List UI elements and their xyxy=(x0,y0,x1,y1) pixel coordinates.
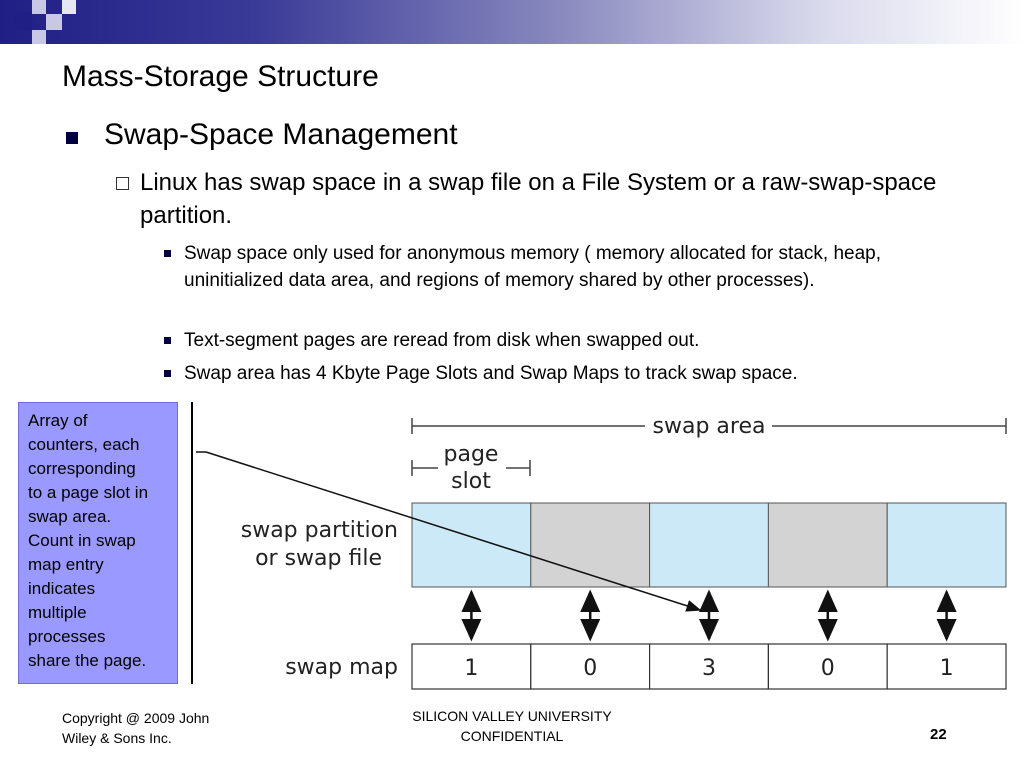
page-number: 22 xyxy=(930,726,947,743)
swap-map-value: 3 xyxy=(702,656,716,681)
bullet-level3-text: Swap space only used for anonymous memory ( memory allocated for stack, heap, uninitialized data area, and regions of memory shared by other processes). xyxy=(184,243,881,291)
slot-map-arrows xyxy=(471,592,946,639)
swap-map-value: 0 xyxy=(583,656,598,681)
bullet-level3-text: Text-segment pages are reread from disk when swapped out. xyxy=(184,330,700,351)
footer-copyright: Copyright @ 2009 John Wiley & Sons Inc. xyxy=(62,710,210,746)
footer-confidential: SILICON VALLEY UNIVERSITY CONFIDENTIAL xyxy=(412,708,612,744)
page-slot xyxy=(887,503,1006,587)
bullet-level3-text: Swap area has 4 Kbyte Page Slots and Swap Maps to track swap space. xyxy=(184,363,798,384)
bullet-level2-text: Linux has swap space in a swap file on a File System or a raw-swap-space partition. xyxy=(140,169,937,229)
swap-area-dimension xyxy=(412,414,1006,439)
partition-label-line1: swap partition xyxy=(240,518,398,543)
swap-map-row xyxy=(412,644,1006,689)
page-slot xyxy=(412,503,531,587)
partition-label-line2: or swap file xyxy=(255,546,382,571)
page-slot xyxy=(768,503,887,587)
swap-map-label: swap map xyxy=(285,655,398,680)
slide-title: Mass-Storage Structure xyxy=(62,60,379,93)
bullet-level1-text: Swap-Space Management xyxy=(104,118,458,151)
swap-map-value: 1 xyxy=(464,656,479,681)
swap-area-label: swap area xyxy=(652,414,766,439)
page-slot xyxy=(650,503,769,587)
swap-map-value: 1 xyxy=(939,656,954,681)
page-slot-label-line2: slot xyxy=(451,469,491,494)
swap-map-value: 0 xyxy=(820,656,835,681)
page-slot-dimension xyxy=(412,442,530,494)
swap-partition-row xyxy=(412,503,1006,587)
callout-text: Array of counters, each corresponding to a page slot in swap area. Count in swap map entry indicates multiple processes share the page. xyxy=(28,411,149,670)
page-slot-label-line1: page xyxy=(443,442,499,467)
